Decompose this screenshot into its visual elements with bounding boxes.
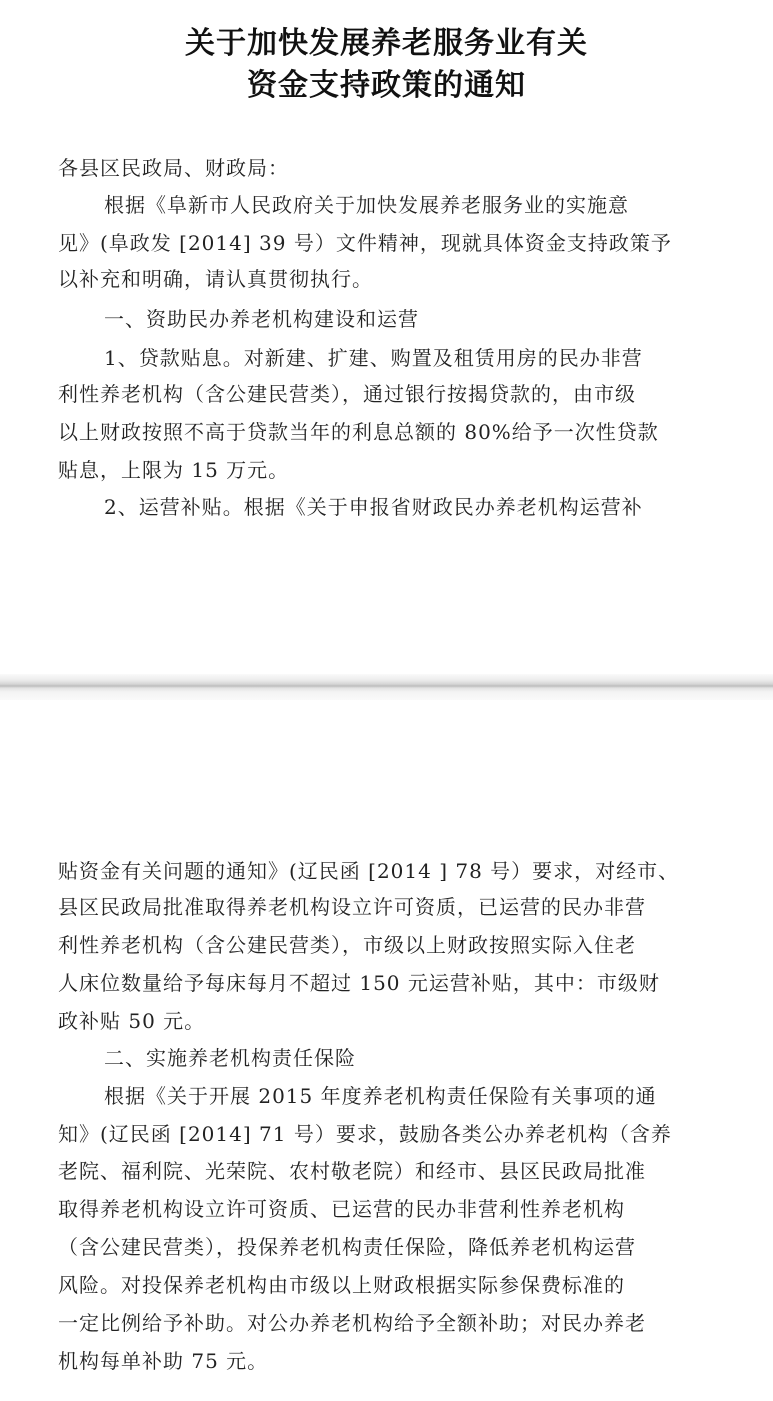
document-title-line-1: 关于加快发展养老服务业有关 [185, 26, 588, 61]
paragraph-line: 风险。对投保养老机构由市级以上财政根据实际参保费标准的 [58, 1273, 625, 1297]
paragraph-line: （含公建民营类），投保养老机构责任保险，降低养老机构运营 [58, 1235, 636, 1259]
section-heading-2: 二、实施养老机构责任保险 [104, 1046, 356, 1070]
paragraph-line: 老院、福利院、光荣院、农村敬老院）和经市、县区民政局批准 [58, 1159, 646, 1183]
paragraph-line: 利性养老机构（含公建民营类），通过银行按揭贷款的，由市级 [58, 382, 636, 406]
paragraph-line: 见》(阜政发 [2014] 39 号）文件精神，现就具体资金支持政策予 [58, 231, 672, 255]
paragraph-line: 贴息，上限为 15 万元。 [58, 458, 290, 482]
paragraph-line: 根据《关于开展 2015 年度养老机构责任保险有关事项的通 [104, 1084, 657, 1108]
paragraph-line: 以补充和明确，请认真贯彻执行。 [58, 267, 373, 291]
paragraph-line: 利性养老机构（含公建民营类），市级以上财政按照实际入住老 [58, 933, 636, 957]
paragraph-line: 人床位数量给予每床每月不超过 150 元运营补贴，其中：市级财 [58, 971, 660, 995]
paragraph-line: 1、贷款贴息。对新建、扩建、购置及租赁用房的民办非营 [104, 346, 643, 370]
paragraph-line: 2、运营补贴。根据《关于申报省财政民办养老机构运营补 [104, 495, 643, 519]
paragraph-line: 一定比例给予补助。对公办养老机构给予全额补助；对民办养老 [58, 1311, 646, 1335]
page-divider [0, 674, 773, 702]
paragraph-line: 根据《阜新市人民政府关于加快发展养老服务业的实施意 [104, 193, 629, 217]
paragraph-line: 贴资金有关问题的通知》(辽民函 [2014 ] 78 号）要求，对经市、 [58, 859, 680, 883]
document-page-1 [0, 0, 773, 676]
paragraph-line: 县区民政局批准取得养老机构设立许可资质，已运营的民办非营 [58, 895, 646, 919]
paragraph-line: 机构每单补助 75 元。 [58, 1349, 269, 1373]
paragraph-line: 以上财政按照不高于贷款当年的利息总额的 80%给予一次性贷款 [58, 420, 659, 444]
paragraph-line: 取得养老机构设立许可资质、已运营的民办非营利性养老机构 [58, 1197, 625, 1221]
salutation: 各县区民政局、财政局： [58, 156, 289, 180]
paragraph-line: 政补贴 50 元。 [58, 1009, 206, 1033]
document-title-line-2: 资金支持政策的通知 [247, 68, 526, 103]
document-page-2 [0, 700, 773, 1401]
paragraph-line: 知》(辽民函 [2014] 71 号）要求，鼓励各类公办养老机构（含养 [58, 1122, 672, 1146]
section-heading-1: 一、资助民办养老机构建设和运营 [104, 307, 419, 331]
